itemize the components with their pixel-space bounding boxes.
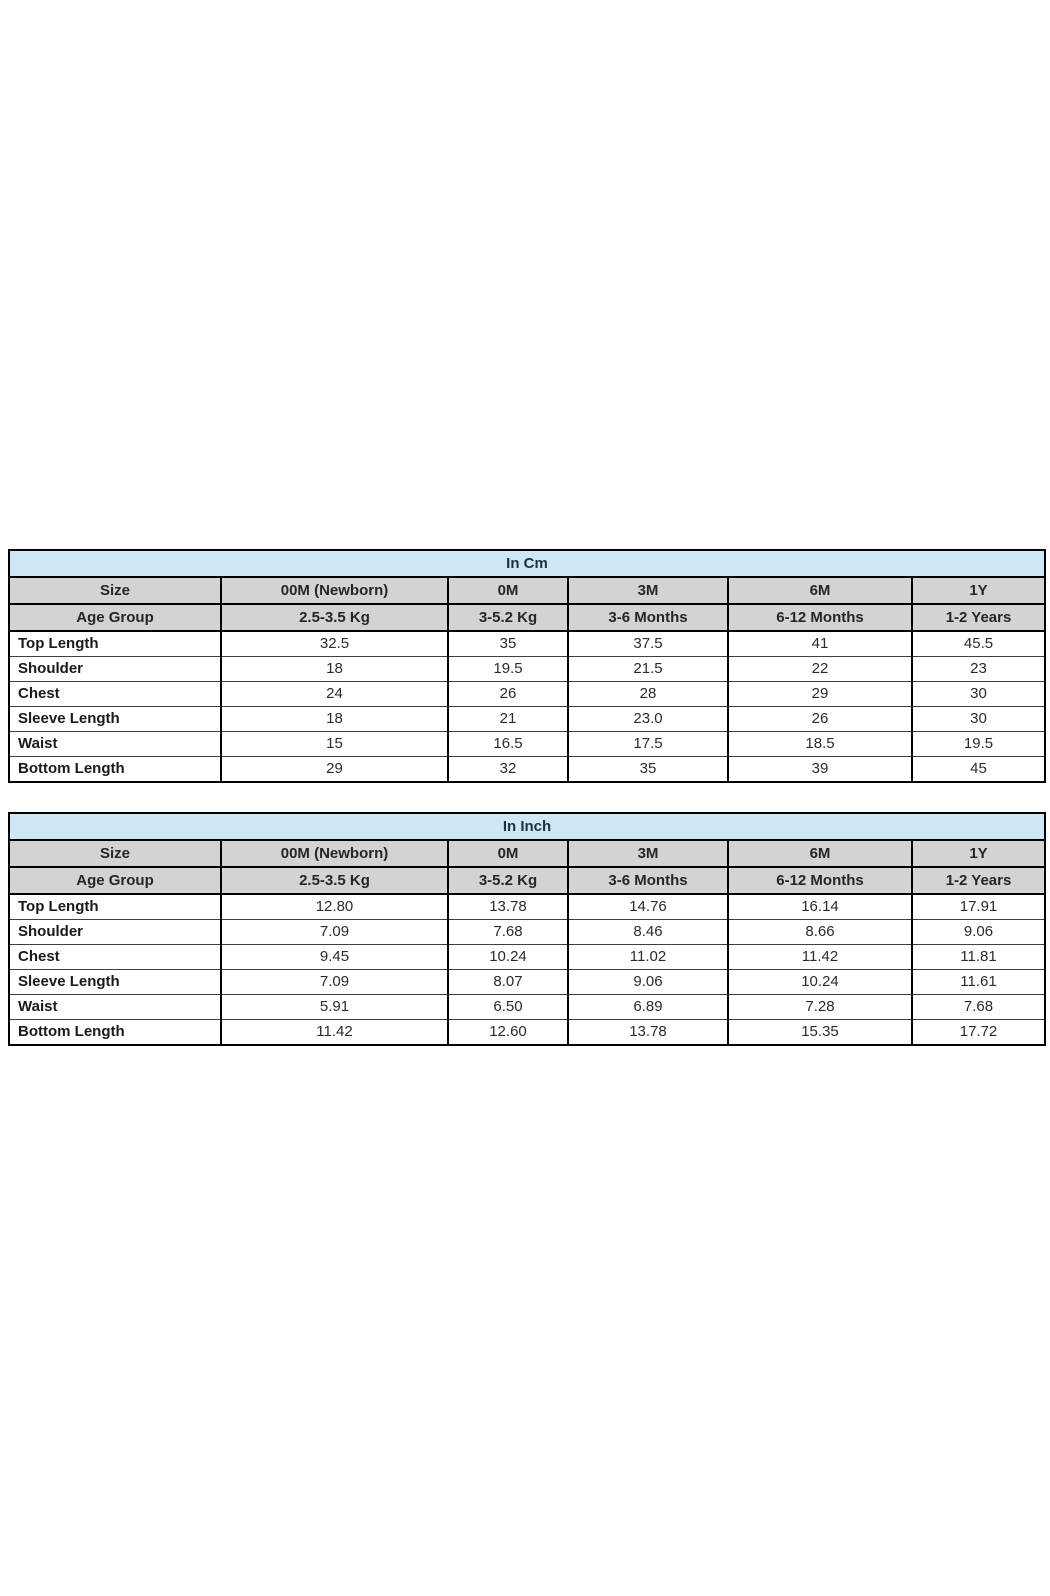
header-value: 2.5-3.5 Kg [221, 867, 448, 894]
measure-value: 13.78 [448, 894, 568, 920]
measure-value: 8.07 [448, 970, 568, 995]
size-table-cm-section [8, 549, 1046, 783]
header-value: 3-6 Months [568, 604, 728, 631]
measure-value: 17.5 [568, 732, 728, 757]
table-row [9, 707, 1045, 732]
measure-value: 8.66 [728, 920, 912, 945]
header-value: 3-5.2 Kg [448, 604, 568, 631]
table-row [9, 682, 1045, 707]
measure-value: 26 [728, 707, 912, 732]
measure-value: 6.89 [568, 995, 728, 1020]
measure-label: Bottom Length [9, 1020, 221, 1046]
measure-value: 18.5 [728, 732, 912, 757]
measure-value: 29 [221, 757, 448, 783]
header-row-age-group [9, 604, 1045, 631]
measure-value: 23.0 [568, 707, 728, 732]
measure-label: Waist [9, 995, 221, 1020]
header-row-label: Age Group [9, 867, 221, 894]
measure-value: 26 [448, 682, 568, 707]
size-table-cm [8, 549, 1046, 783]
measure-value: 8.46 [568, 920, 728, 945]
measure-value: 35 [568, 757, 728, 783]
measure-value: 7.09 [221, 970, 448, 995]
header-value: 1Y [912, 577, 1045, 604]
header-value: 2.5-3.5 Kg [221, 604, 448, 631]
table-title-row [9, 813, 1045, 840]
header-value: 00M (Newborn) [221, 840, 448, 867]
header-value: 0M [448, 577, 568, 604]
measure-value: 19.5 [448, 657, 568, 682]
measure-value: 11.42 [728, 945, 912, 970]
measure-value: 5.91 [221, 995, 448, 1020]
measure-value: 11.81 [912, 945, 1045, 970]
measure-label: Sleeve Length [9, 707, 221, 732]
header-value: 00M (Newborn) [221, 577, 448, 604]
table-row [9, 732, 1045, 757]
measure-value: 19.5 [912, 732, 1045, 757]
table-title-row [9, 550, 1045, 577]
measure-value: 21.5 [568, 657, 728, 682]
measure-value: 30 [912, 707, 1045, 732]
header-value: 1-2 Years [912, 604, 1045, 631]
measure-value: 16.14 [728, 894, 912, 920]
measure-value: 11.02 [568, 945, 728, 970]
table-row [9, 657, 1045, 682]
measure-label: Chest [9, 945, 221, 970]
header-value: 6-12 Months [728, 604, 912, 631]
measure-value: 16.5 [448, 732, 568, 757]
table-row [9, 920, 1045, 945]
measure-label: Chest [9, 682, 221, 707]
measure-value: 29 [728, 682, 912, 707]
measure-label: Waist [9, 732, 221, 757]
header-value: 6M [728, 840, 912, 867]
measure-label: Sleeve Length [9, 970, 221, 995]
header-value: 6M [728, 577, 912, 604]
measure-value: 7.68 [448, 920, 568, 945]
measure-value: 7.68 [912, 995, 1045, 1020]
measure-value: 10.24 [448, 945, 568, 970]
measure-value: 11.61 [912, 970, 1045, 995]
measure-value: 39 [728, 757, 912, 783]
measure-label: Shoulder [9, 657, 221, 682]
table-row [9, 945, 1045, 970]
measure-value: 30 [912, 682, 1045, 707]
table-row [9, 970, 1045, 995]
measure-value: 15.35 [728, 1020, 912, 1046]
header-value: 6-12 Months [728, 867, 912, 894]
measure-value: 10.24 [728, 970, 912, 995]
measure-value: 17.72 [912, 1020, 1045, 1046]
table-title: In Cm [9, 550, 1045, 577]
header-row-label: Age Group [9, 604, 221, 631]
measure-value: 9.45 [221, 945, 448, 970]
header-value: 0M [448, 840, 568, 867]
measure-value: 37.5 [568, 631, 728, 657]
measure-value: 45.5 [912, 631, 1045, 657]
table-row [9, 1020, 1045, 1046]
measure-value: 13.78 [568, 1020, 728, 1046]
header-value: 3-5.2 Kg [448, 867, 568, 894]
measure-label: Top Length [9, 631, 221, 657]
measure-value: 21 [448, 707, 568, 732]
measure-value: 32 [448, 757, 568, 783]
size-table-inch-section [8, 812, 1046, 1046]
table-title: In Inch [9, 813, 1045, 840]
header-row-label: Size [9, 577, 221, 604]
measure-value: 32.5 [221, 631, 448, 657]
table-row [9, 757, 1045, 783]
header-row-age-group [9, 867, 1045, 894]
table-row [9, 631, 1045, 657]
measure-value: 6.50 [448, 995, 568, 1020]
header-row-size [9, 840, 1045, 867]
header-row-size [9, 577, 1045, 604]
measure-value: 12.80 [221, 894, 448, 920]
header-value: 1-2 Years [912, 867, 1045, 894]
measure-value: 14.76 [568, 894, 728, 920]
measure-label: Bottom Length [9, 757, 221, 783]
measure-value: 22 [728, 657, 912, 682]
header-value: 3M [568, 577, 728, 604]
measure-value: 7.09 [221, 920, 448, 945]
measure-value: 17.91 [912, 894, 1045, 920]
header-row-label: Size [9, 840, 221, 867]
measure-value: 24 [221, 682, 448, 707]
table-row [9, 995, 1045, 1020]
header-value: 3-6 Months [568, 867, 728, 894]
measure-value: 18 [221, 707, 448, 732]
measure-value: 9.06 [568, 970, 728, 995]
measure-value: 41 [728, 631, 912, 657]
size-table-inch [8, 812, 1046, 1046]
header-value: 3M [568, 840, 728, 867]
table-row [9, 894, 1045, 920]
measure-label: Top Length [9, 894, 221, 920]
measure-value: 12.60 [448, 1020, 568, 1046]
measure-value: 9.06 [912, 920, 1045, 945]
measure-value: 45 [912, 757, 1045, 783]
measure-value: 7.28 [728, 995, 912, 1020]
header-value: 1Y [912, 840, 1045, 867]
measure-value: 35 [448, 631, 568, 657]
measure-value: 18 [221, 657, 448, 682]
measure-value: 28 [568, 682, 728, 707]
measure-value: 15 [221, 732, 448, 757]
measure-value: 23 [912, 657, 1045, 682]
measure-label: Shoulder [9, 920, 221, 945]
measure-value: 11.42 [221, 1020, 448, 1046]
